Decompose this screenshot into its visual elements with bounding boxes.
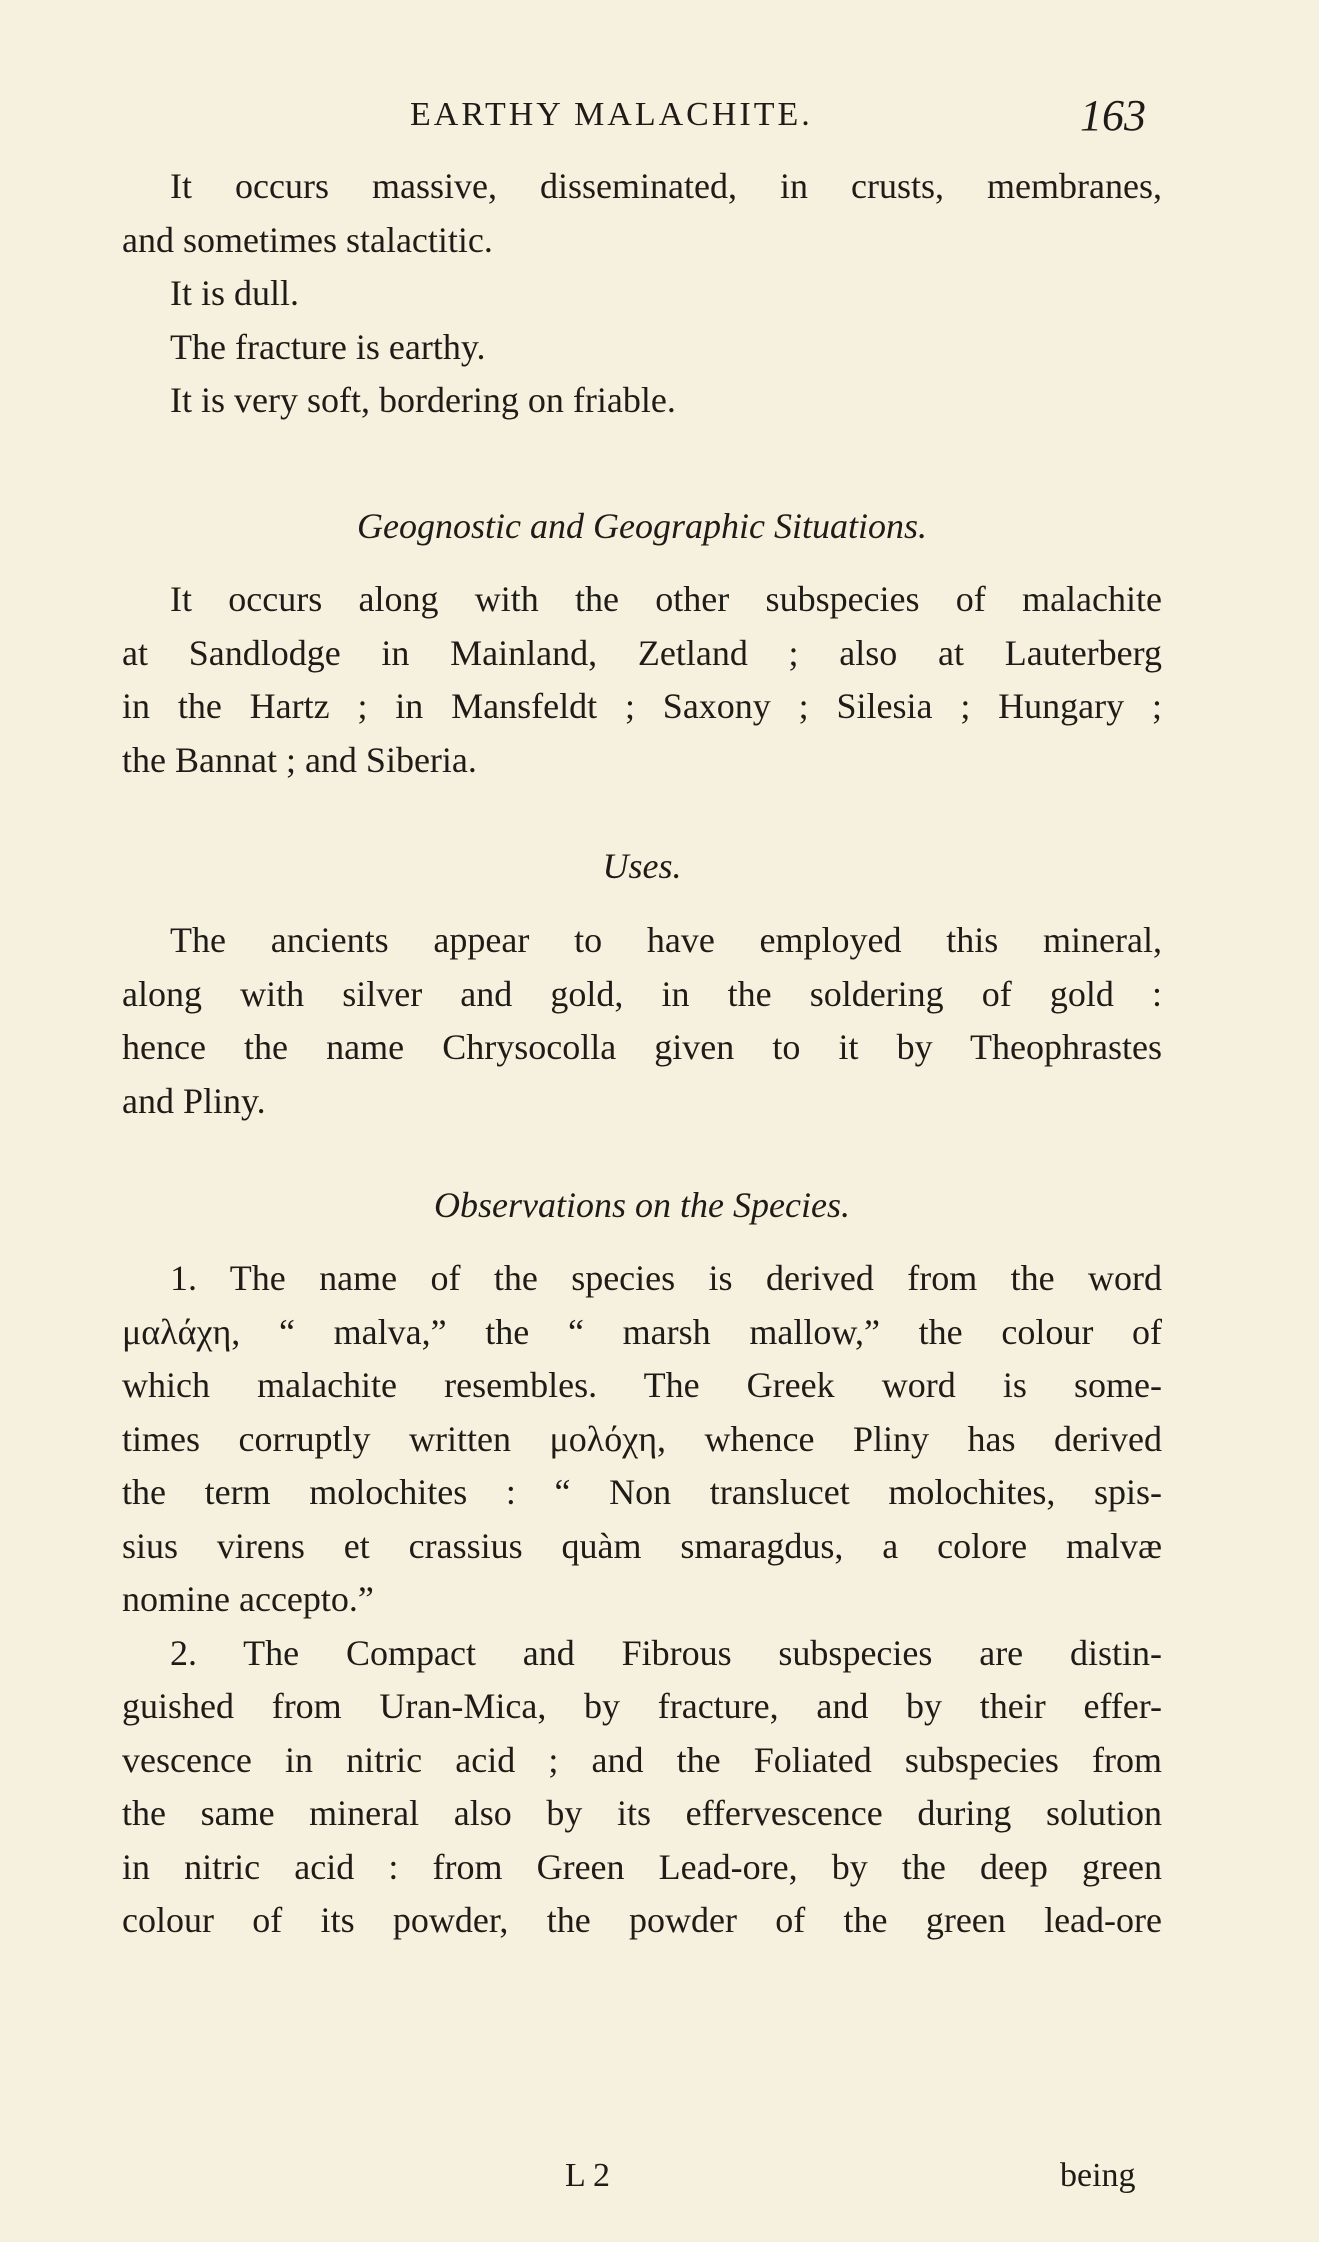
text-line: the term molochites : “ Non translucet molochites, spis-	[122, 1472, 1162, 1512]
catchword: being	[1060, 2157, 1136, 2194]
text-line: times corruptly written μολόχη, whence Pliny has derived	[122, 1418, 1162, 1459]
text-line: sius virens et crassius quàm smaragdus, a colore malvæ	[122, 1525, 1162, 1566]
text-line: 2. The Compact and Fibrous subspecies are distin-	[170, 1632, 1162, 1673]
signature-mark: L 2	[565, 2157, 611, 2194]
text-line: in nitric acid : from Green Lead-ore, by the deep green	[122, 1846, 1162, 1887]
text-line: hence the name Chrysocolla given to it by Theophrastes	[122, 1027, 1162, 1067]
text-line: μαλάχη, “ malva,” the “ marsh mallow,” the colour of	[122, 1311, 1162, 1352]
text-line: along with silver and gold, in the soldering of gold :	[122, 973, 1162, 1014]
observations-paragraph	[122, 1252, 1162, 1948]
text-line: It occurs along with the other subspecies of malachite	[170, 579, 1162, 619]
description-paragraph	[122, 160, 1162, 428]
text-line: It is dull.	[170, 273, 300, 313]
text-line: and sometimes stalactitic.	[122, 219, 493, 260]
section-heading-geognostic: Geognostic and Geographic Situations.	[357, 506, 927, 546]
text-line: the same mineral also by its effervescence during solution	[122, 1793, 1162, 1833]
text-line: The fracture is earthy.	[170, 326, 486, 367]
text-line: and Pliny.	[122, 1080, 266, 1121]
section-heading-uses: Uses.	[602, 846, 682, 886]
page-number: 163	[1080, 91, 1146, 140]
running-title: EARTHY MALACHITE.	[410, 96, 813, 133]
text-line: at Sandlodge in Mainland, Zetland ; also at Lauterberg	[122, 632, 1162, 673]
text-line: The ancients appear to have employed this mineral,	[170, 920, 1162, 960]
text-line: in the Hartz ; in Mansfeldt ; Saxony ; Silesia ; Hungary ;	[122, 686, 1162, 726]
text-line: It occurs massive, disseminated, in crusts, membranes,	[170, 166, 1162, 206]
geognostic-paragraph	[122, 573, 1162, 787]
text-line: vescence in nitric acid ; and the Foliated subspecies from	[122, 1739, 1162, 1780]
text-line: guished from Uran-Mica, by fracture, and by their effer-	[122, 1686, 1162, 1726]
text-line: which malachite resembles. The Greek word is some-	[122, 1365, 1162, 1405]
section-heading-observations: Observations on the Species.	[434, 1185, 850, 1225]
text-line: It is very soft, bordering on friable.	[170, 380, 676, 420]
text-line: 1. The name of the species is derived from the word	[170, 1258, 1162, 1298]
text-line: nomine accepto.”	[122, 1579, 374, 1619]
text-line: the Bannat ; and Siberia.	[122, 739, 477, 780]
uses-paragraph	[122, 914, 1162, 1128]
text-line: colour of its powder, the powder of the green lead-ore	[122, 1900, 1162, 1940]
